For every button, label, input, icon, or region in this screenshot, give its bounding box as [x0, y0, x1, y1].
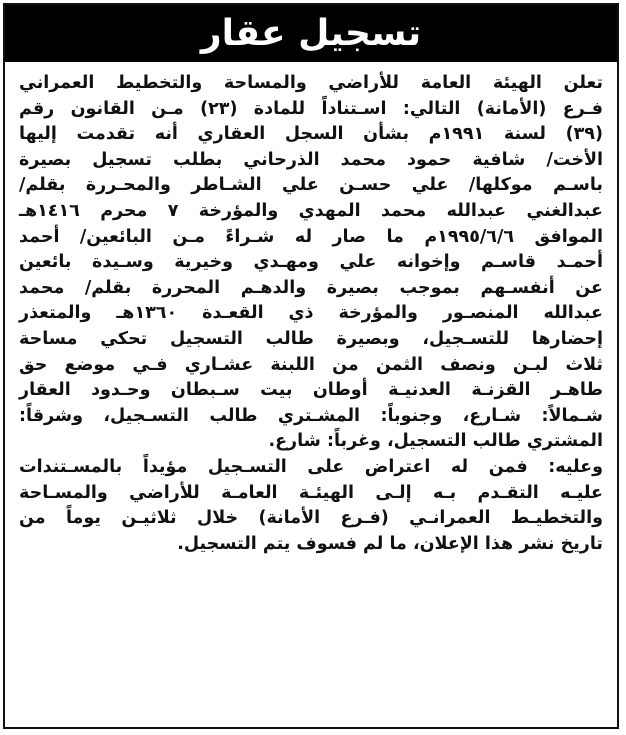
body-line: الأخت/ شافية حمود محمد الذرحاني بطلب تسجيل بصيرة	[19, 149, 603, 170]
body-line: أحمـد قاسـم وإخوانه علي ومهـدي وخيرية وسـيدة بائعين	[19, 252, 603, 273]
body-line: تاريخ نشر هذا الإعلان، ما لم فسوف يتم التسجيل.	[177, 533, 603, 554]
body-line: عبدالغني عبدالله محمد المهدي والمؤرخة ٧ محرم ١٤١٦هـ	[19, 200, 603, 221]
body-line: فـرع (الأمانة) التالي: اسـتناداً للمادة (٢٣) مـن القانون رقم	[19, 98, 603, 119]
body-line: والتخطيـط العمرانـي (فـرع الأمانة) خلال ثلاثيـن يوماً من	[19, 508, 603, 529]
body-line: ثلاث لبـن ونصف الثمن من اللبنة عشـاري فـي موضع حق	[19, 354, 603, 375]
body-line: عبدالله المنصـور والمؤرخة ذي القعـدة ١٣٦٠هـ والمتعذر	[19, 303, 603, 324]
body-line: طاهـر القزنـة العدنيـة أوطان بيت سـبطان وحـدود العقار	[19, 380, 603, 401]
body-line: الموافق ١٩٩٥/٦/٦م ما صار له شـراءً مـن البائعين/ أحمد	[19, 226, 603, 247]
title-bar	[5, 5, 617, 62]
notice-body	[5, 62, 617, 557]
body-line: شـمالاً: شـارع، وجنوباً: المشـتري طالب التسـجيل، وشرقاً:	[19, 405, 603, 426]
body-line: باسـم موكلها/ علي حسـن علي الشـاطر والمحـررة بقلم/	[19, 175, 603, 196]
body-line: المشتري طالب التسجيل، وغرباً: شارع.	[268, 431, 603, 452]
body-line: إحضارها للتسـجيل، وبصيرة طالب التسجيل تحكي مساحة	[19, 328, 603, 349]
body-line: (٣٩) لسنة ١٩٩١م بشأن السجل العقاري أنه تقدمت إليها	[19, 124, 603, 145]
body-line: عن أنفسـهم بموجب بصيرة والدهـم المحررة بقلم/ محمد	[19, 277, 603, 298]
body-line: تعلن الهيئة العامة للأراضي والمساحة والتخطيط العمراني	[19, 73, 603, 93]
body-line: عليـه التقـدم بـه إلـى الهيئـة العامـة للأراضي والمسـاحة	[19, 482, 603, 503]
notice-box	[3, 3, 619, 729]
body-line: وعليه: فمن له اعتراض على التسـجيل مؤيداً بالمسـتندات	[19, 456, 603, 477]
notice-title: تسجيل عقار	[200, 12, 422, 54]
